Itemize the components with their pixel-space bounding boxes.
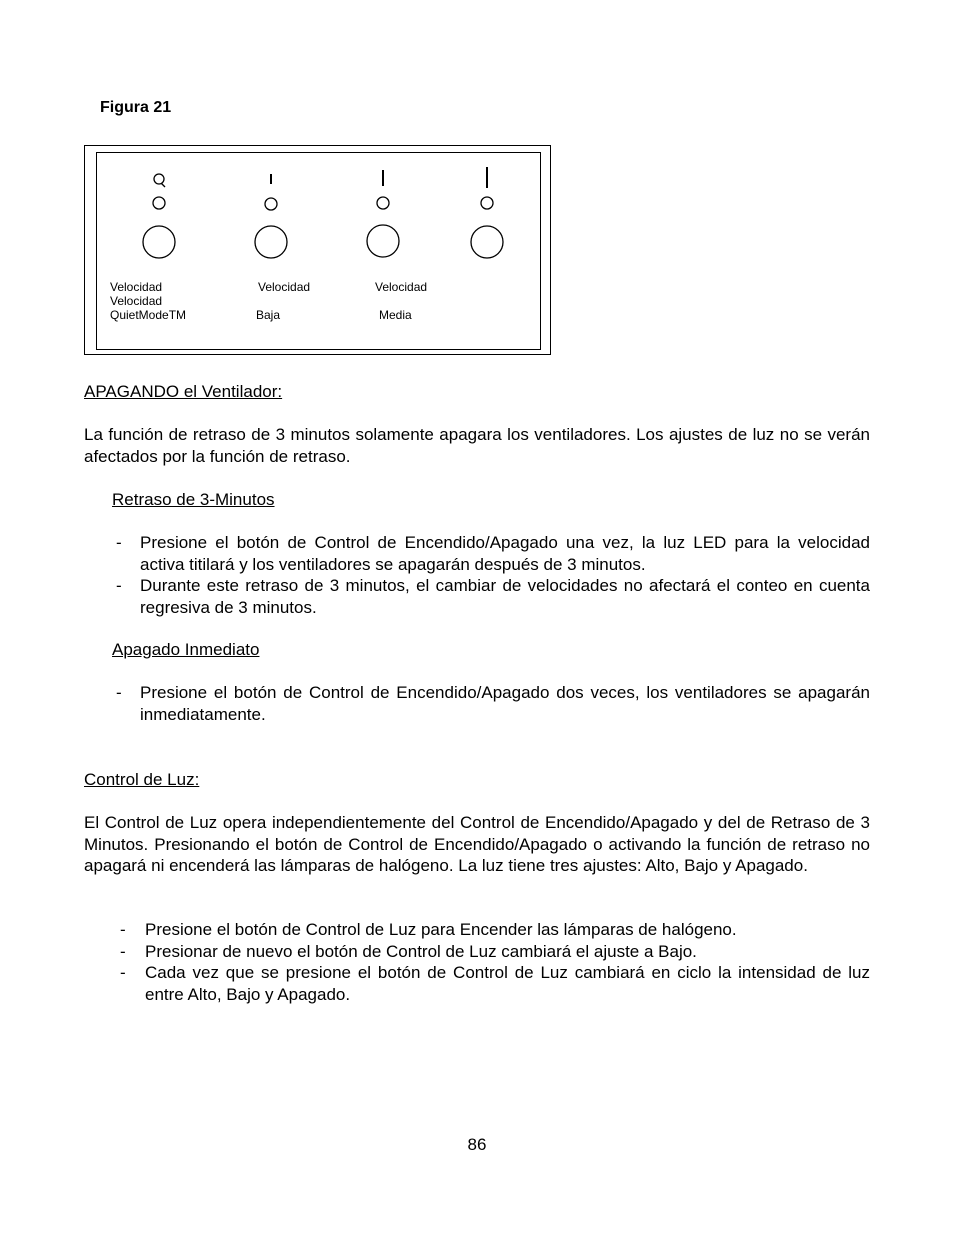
- caption-medium-line3: Media: [379, 308, 412, 322]
- heading-3-minute-delay: Retraso de 3-Minutos: [112, 490, 275, 509]
- bullet-dash: -: [120, 942, 126, 961]
- delay-bullet-2: Durante este retraso de 3 minutos, el cambiar de velocidades no afectará el conteo en cuenta regresiva de 3 minutos.: [140, 576, 870, 617]
- heading-immediate-off: Apagado Inmediato: [112, 640, 260, 659]
- caption-quietmode-line3: QuietModeTM: [110, 308, 187, 322]
- caption-low-line3: Baja: [256, 308, 281, 322]
- immediate-bullet-1: Presione el botón de Control de Encendido/Apagado dos veces, los ventiladores se apagarán inmediatamente.: [140, 683, 870, 724]
- bullet-dash: -: [120, 920, 126, 939]
- bullet-dash: -: [116, 533, 122, 552]
- fan-off-intro-paragraph: La función de retraso de 3 minutos solamente apagara los ventiladores. Los ajustes de luz no se verán afectados por la función de retraso.: [84, 425, 870, 466]
- high-speed-button-icon: [471, 226, 503, 258]
- low-speed-led-icon: [265, 198, 277, 210]
- figure-21-panel: [84, 145, 551, 355]
- caption-quietmode-line2: Velocidad: [110, 294, 163, 308]
- delay-bullet-1: Presione el botón de Control de Encendido/Apagado una vez, la luz LED para la velocidad activa titilará y los ventiladores se apagarán después de 3 minutos.: [140, 533, 870, 574]
- figure-label: Figura 21: [100, 99, 172, 116]
- bullet-dash: -: [120, 963, 126, 982]
- caption-quietmode-line1: Velocidad: [110, 280, 163, 294]
- caption-low-line1: Velocidad: [258, 280, 311, 294]
- control-panel-diagram: [85, 146, 552, 356]
- high-speed-led-icon: [481, 197, 493, 209]
- bullet-dash: -: [116, 683, 122, 702]
- quietmode-indicator-icon: [154, 174, 165, 187]
- quietmode-led-icon: [153, 197, 165, 209]
- light-control-intro-paragraph: El Control de Luz opera independientemente del Control de Encendido/Apagado y del de Retraso de 3 Minutos. Presionando el botón de Control de Encendido/Apagado o activando la función de retraso no apagará ni encenderá las lámparas de halógeno. La luz tiene tres ajustes: Alto, Bajo y Apagado.: [84, 813, 870, 875]
- light-bullet-1: Presione el botón de Control de Luz para Encender las lámparas de halógeno.: [145, 920, 737, 939]
- heading-fan-off: APAGANDO el Ventilador:: [84, 382, 283, 401]
- heading-light-control: Control de Luz:: [84, 770, 200, 789]
- page-number: 86: [467, 1135, 487, 1154]
- medium-speed-led-icon: [377, 197, 389, 209]
- bullet-dash: -: [116, 576, 122, 595]
- quietmode-button-icon: [143, 226, 175, 258]
- caption-medium-line1: Velocidad: [375, 280, 428, 294]
- light-bullet-2: Presionar de nuevo el botón de Control de Luz cambiará el ajuste a Bajo.: [145, 942, 697, 961]
- medium-speed-button-icon: [367, 225, 399, 257]
- low-speed-button-icon: [255, 226, 287, 258]
- light-bullet-3: Cada vez que se presione el botón de Control de Luz cambiará en ciclo la intensidad de luz entre Alto, Bajo y Apagado.: [145, 963, 870, 1004]
